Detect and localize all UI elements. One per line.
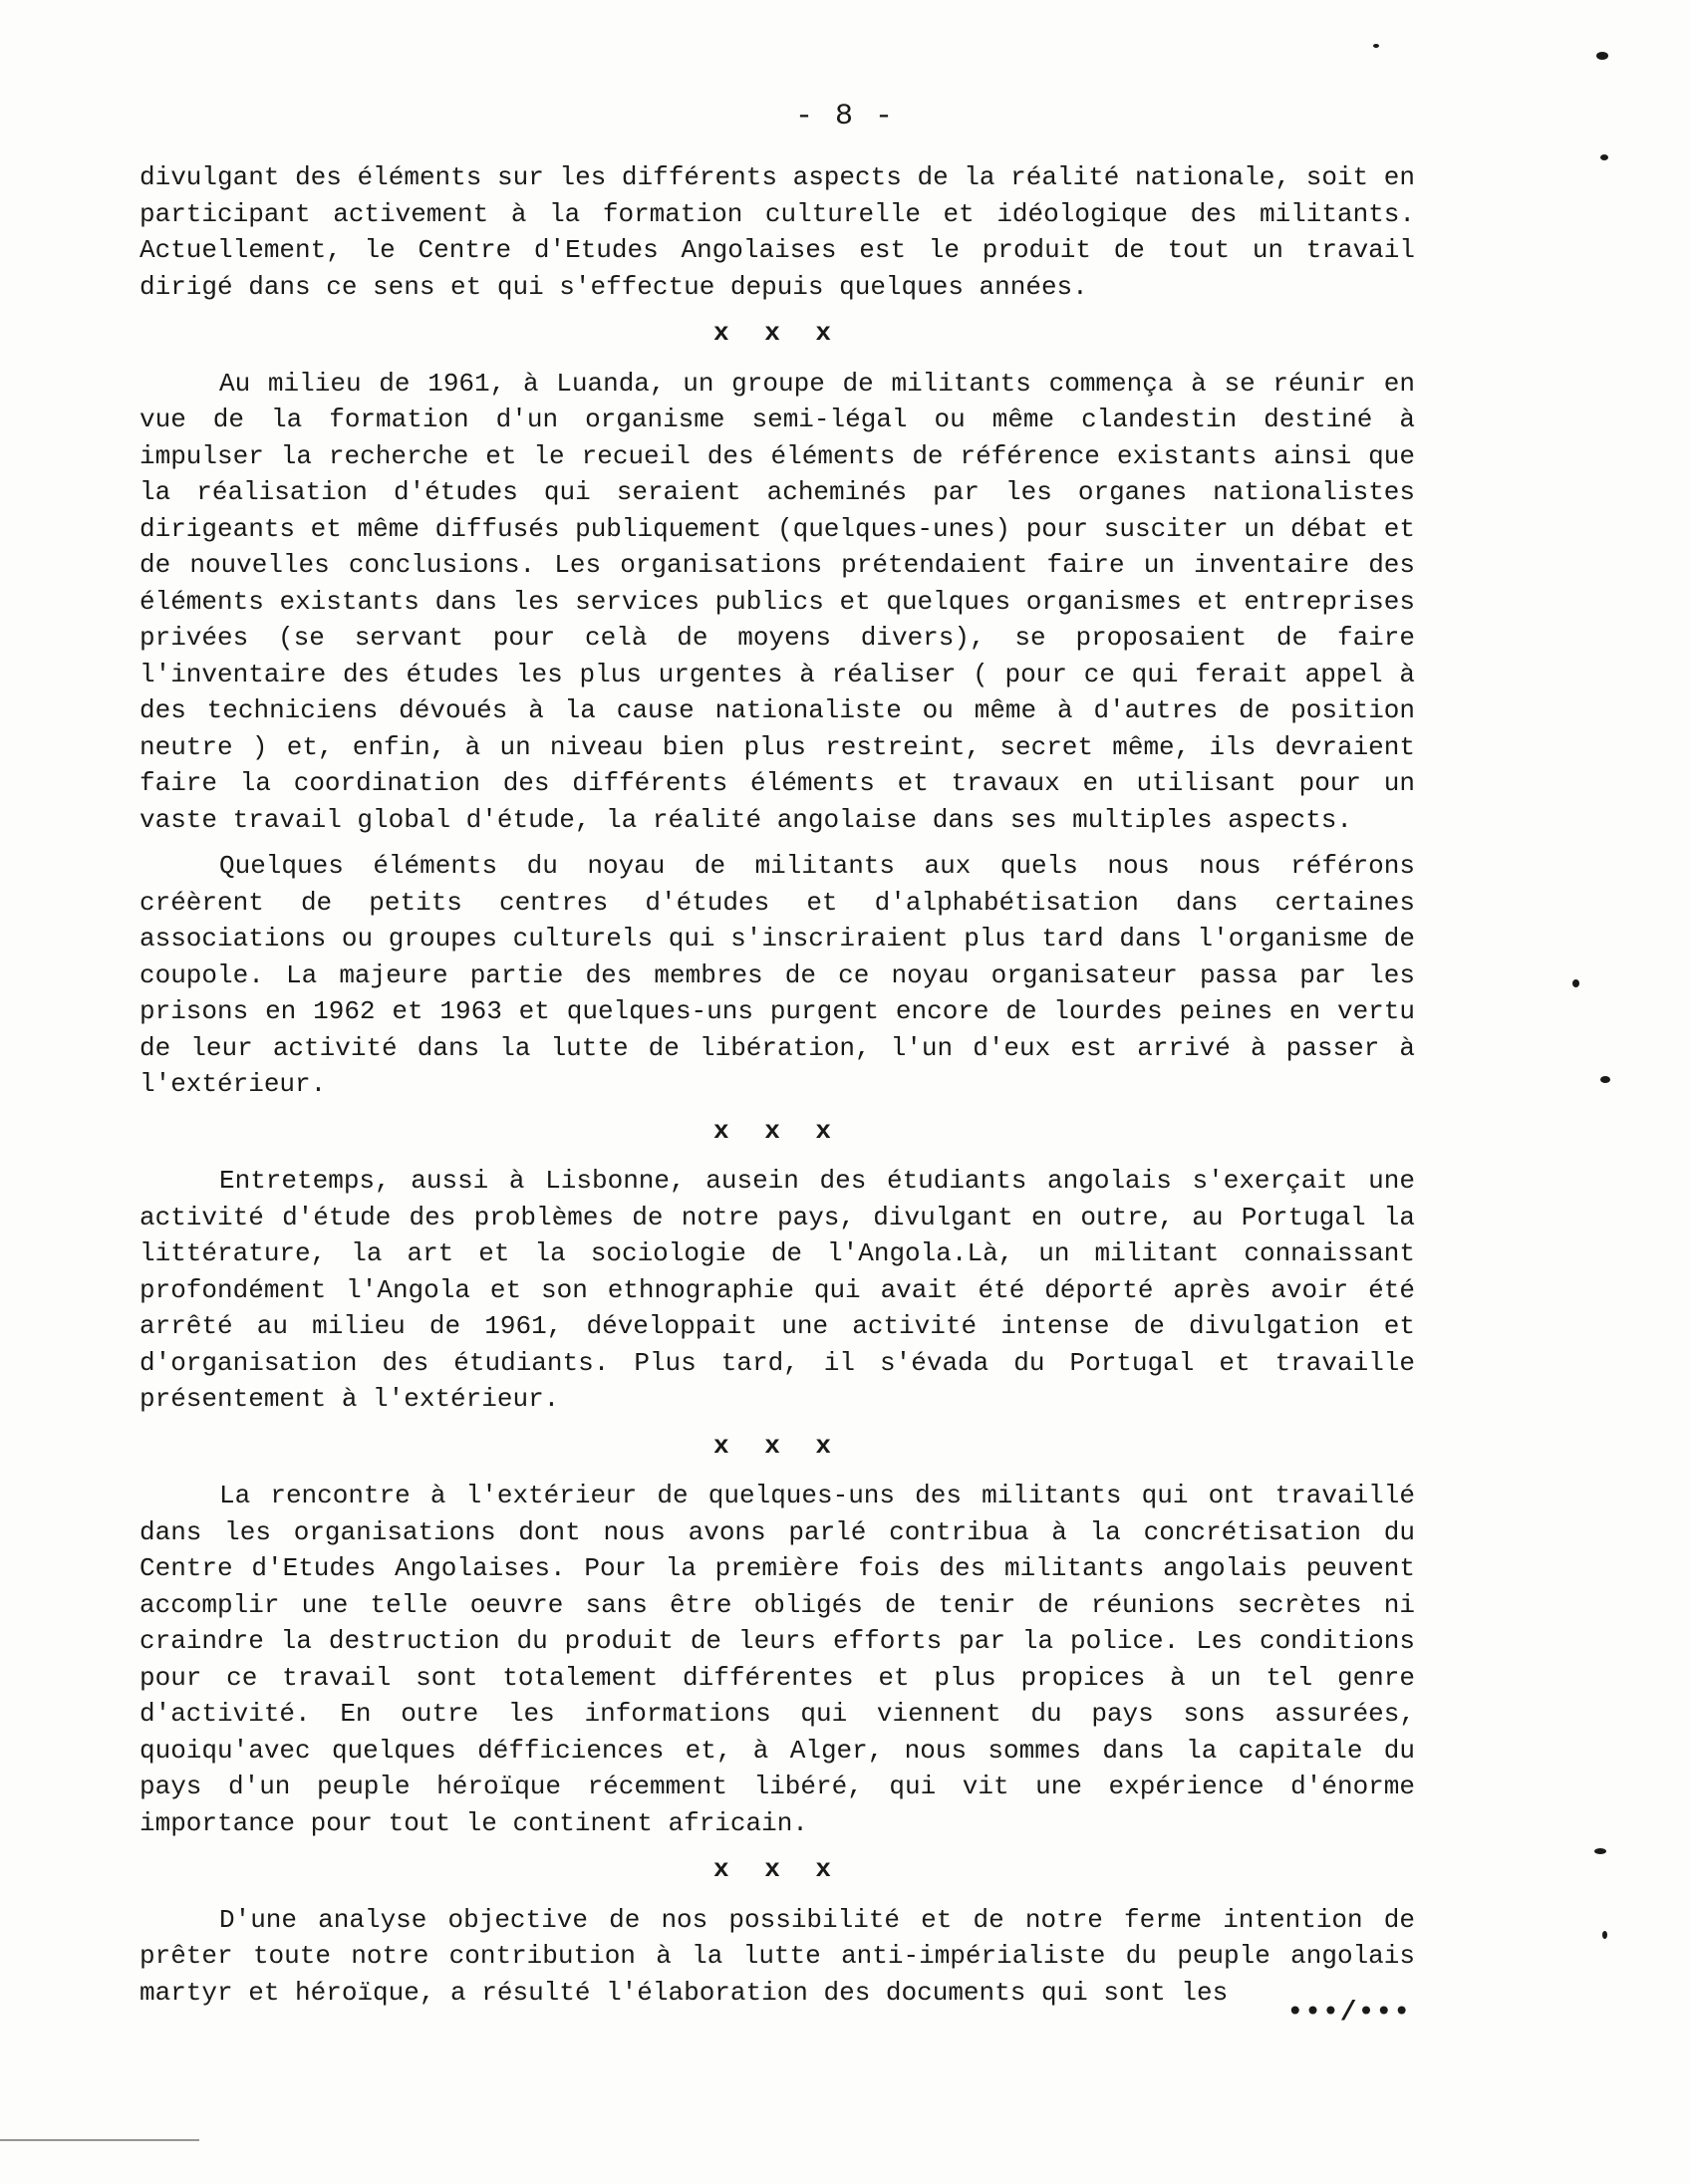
paragraph-rencontre-exterieur: La rencontre à l'extérieur de quelques-uns des militants qui ont travaillé dans les organisations dont nous avons parlé contribua à la concrétisation du Centre d'Etudes Angolaises. Pour la première fois des militants angolais peuvent accomplir une telle oeuvre sans être obligés de tenir de réunions secrètes ni craindre la destruction du produit de leurs efforts par la police. Les conditions pour ce travail sont totalement différentes et plus propices à un tel genre d'activité. En outre les informations qui viennent du pays sons assurées, quoiqu'avec quelques défficiences et, à Alger, nous sommes dans la capitale du pays d'un peuple héroïque récemment libéré, qui vit une expérience d'énorme importance pour tout le continent africain. — [140, 1481, 1415, 1838]
paragraph-noyau-militants: Quelques éléments du noyau de militants aux quels nous nous référons créèrent de petits centres d'études et d'alphabétisation dans certaines associations ou groupes culturels qui s'inscriraient plus tard dans l'organisme de coupole. La majeure partie des membres de ce noyau organisateur passa par les prisons en 1962 et 1963 et quelques-uns purgent encore de lourdes peines en vertu de leur activité dans la lutte de libération, l'un d'eux est arrivé à passer à l'extérieur. — [140, 851, 1415, 1099]
paragraph-continued: divulgant des éléments sur les différents aspects de la réalité nationale, soit en participant activement à la formation culturelle et idéologique des militants. Actuellement, le Centre d'Etudes Angolaises est le produit de tout un travail dirigé dans ce sens et qui s'effectue depuis quelques années. — [140, 162, 1415, 302]
scan-edge-line — [0, 2139, 199, 2141]
continuation-marker: •••/••• — [1286, 1998, 1411, 2029]
section-separator: x x x — [712, 1854, 841, 1884]
paragraph-lisbonne: Entretemps, aussi à Lisbonne, ausein des étudiants angolais s'exerçait une activité d'étude des problèmes de notre pays, divulgant en outre, au Portugal la littérature, la art et la sociologie de l'Angola.Là, un militant connaissant profondément l'Angola et son ethnographie qui avait été déporté après avoir été arrêté au milieu de 1961, développait une activité intense de divulgation et d'organisation des étudiants. Plus tard, il s'évada du Portugal et travaille présentement à l'extérieur. — [140, 1166, 1415, 1414]
page-number: - 8 - — [794, 100, 895, 134]
document-body — [140, 159, 1415, 2011]
section-separator: x x x — [712, 318, 841, 348]
scan-speck — [1373, 44, 1379, 48]
scan-speck — [1600, 1076, 1610, 1083]
scan-speck — [1602, 1931, 1607, 1939]
scan-speck — [1596, 52, 1608, 60]
section-separator: x x x — [712, 1430, 841, 1461]
paragraph-analyse-objective: D'une analyse objective de nos possibilité et de notre ferme intention de prêter toute notre contribution à la lutte anti-impérialiste du peuple angolais martyr et héroïque, a résulté l'élaboration des documents qui sont les — [140, 1904, 1415, 2008]
scan-speck — [1594, 1848, 1606, 1854]
scan-speck — [1572, 979, 1579, 987]
paragraph-gap — [140, 838, 1415, 848]
section-separator: x x x — [712, 1115, 841, 1146]
paragraph-luanda-group: Au milieu de 1961, à Luanda, un groupe de militants commença à se réunir en vue de la formation d'un organisme semi-légal ou même clandestin destiné à impulser la recherche et le recueil des éléments de référence existants ainsi que la réalisation d'études qui seraient acheminés par les organes nationalistes dirigeants et même diffusés publiquement (quelques-unes) pour susciter un débat et de nouvelles conclusions. Les organisations prétendaient faire un inventaire des éléments existants dans les services publics et quelques organismes et entreprises privées (se servant pour celà de moyens divers), se proposaient de faire l'inventaire des études les plus urgentes à réaliser ( pour ce qui ferait appel à des techniciens dévoués à la cause nationaliste ou même à d'autres de position neutre ) et, enfin, à un niveau bien plus restreint, secret même, ils devraient faire la coordination des différents éléments et travaux en utilisant pour un vaste travail global d'étude, la réalité angolaise dans ses multiples aspects. — [140, 368, 1415, 835]
scan-speck — [1600, 154, 1608, 160]
